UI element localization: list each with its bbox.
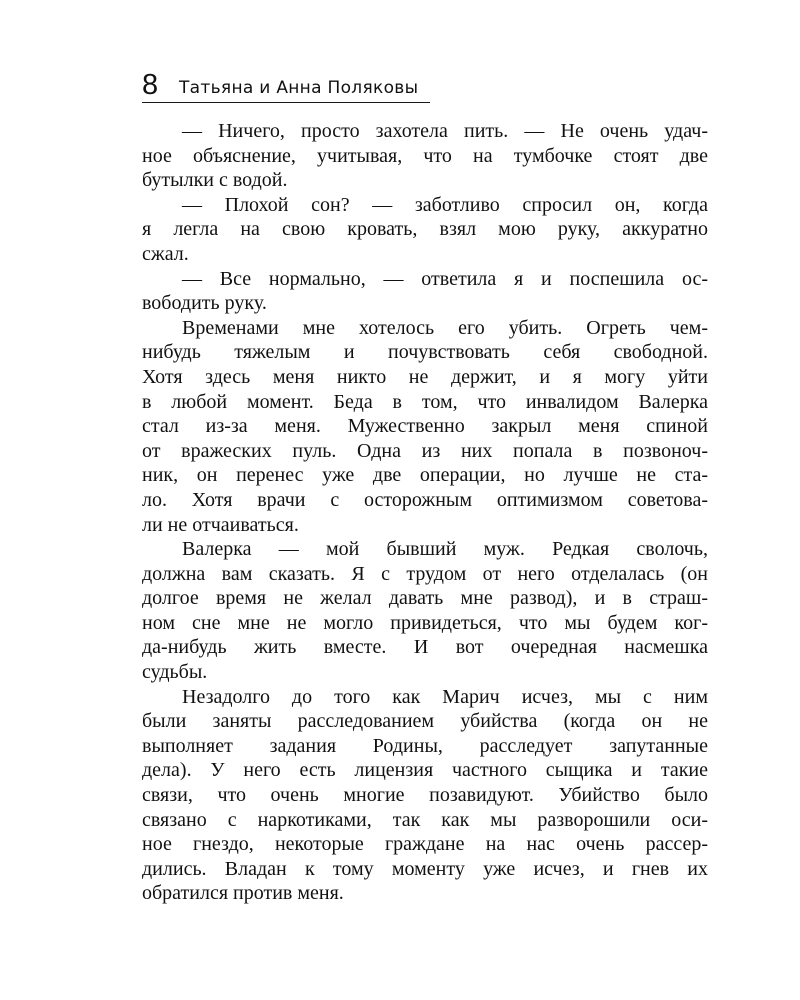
paragraph [142, 685, 708, 906]
text-line: — Плохой сон? — заботливо спросил он, когда [182, 193, 708, 216]
text-line: ное объяснение, учитывая, что на тумбочке стоят две [142, 144, 708, 167]
text-line: обратился против меня. [142, 882, 344, 905]
text-line: должна вам сказать. Я с трудом от него отделалась (он [142, 562, 708, 585]
text-line: дились. Владан к тому моменту уже исчез, и гнев их [142, 857, 708, 880]
text-line: сжал. [142, 242, 189, 265]
text-line: выполняет задания Родины, расследует запутанные [142, 734, 708, 757]
text-line: я легла на свою кровать, взял мою руку, аккуратно [142, 218, 708, 241]
page-number: 8 [142, 69, 159, 101]
text-line: — Все нормально, — ответила я и поспешила ос- [182, 267, 708, 290]
text-line: судьбы. [142, 661, 208, 684]
text-line: ное гнездо, некоторые граждане на нас очень рассер- [142, 833, 708, 856]
text-line: — Ничего, просто захотела пить. — Не очень удач- [182, 120, 708, 142]
text-line: связи, что очень многие позавидуют. Убийство было [142, 784, 708, 807]
paragraph [142, 193, 708, 267]
text-line: бутылки с водой. [142, 169, 288, 192]
text-line: стал из-за меня. Мужественно закрыл меня спиной [142, 415, 708, 438]
text-line: дела). У него есть лицензия частного сыщика и такие [142, 759, 708, 782]
text-line: Хотя здесь меня никто не держит, и я могу уйти [142, 365, 708, 388]
paragraph [142, 316, 708, 537]
text-line: Временами мне хотелось его убить. Огреть чем- [182, 316, 708, 339]
text-line: да-нибудь жить вместе. И вот очередная насмешка [142, 636, 708, 659]
text-line: вободить руку. [142, 292, 267, 315]
paragraph [142, 119, 708, 193]
text-line: ном сне мне не могло привидеться, что мы будем ког- [142, 611, 708, 634]
paragraph [142, 267, 708, 316]
body-text [142, 119, 708, 906]
running-title: Татьяна и Анна Поляковы [179, 78, 419, 98]
text-line: в любой момент. Беда в том, что инвалидом Валерка [142, 390, 708, 413]
text-line: нибудь тяжелым и почувствовать себя свободной. [142, 341, 708, 364]
text-line: долгое время не желал давать мне развод), и в страш- [142, 587, 708, 610]
paragraph [142, 537, 708, 685]
text-line: ли не отчаиваться. [142, 513, 299, 536]
text-line: ло. Хотя врачи с осторожным оптимизмом советова- [142, 488, 708, 511]
text-line: ник, он перенес уже две операции, но лучше не ста- [142, 464, 708, 487]
text-line: были заняты расследованием убийства (когда он не [142, 710, 708, 733]
text-line: Валерка — мой бывший муж. Редкая сволочь, [182, 538, 708, 561]
text-line: от вражеских пуль. Одна из них попала в позвоноч- [142, 439, 708, 462]
text-line: Незадолго до того как Марич исчез, мы с ним [182, 685, 708, 708]
page-header [142, 70, 430, 103]
text-line: связано с наркотиками, так как мы разворошили оси- [142, 808, 708, 831]
